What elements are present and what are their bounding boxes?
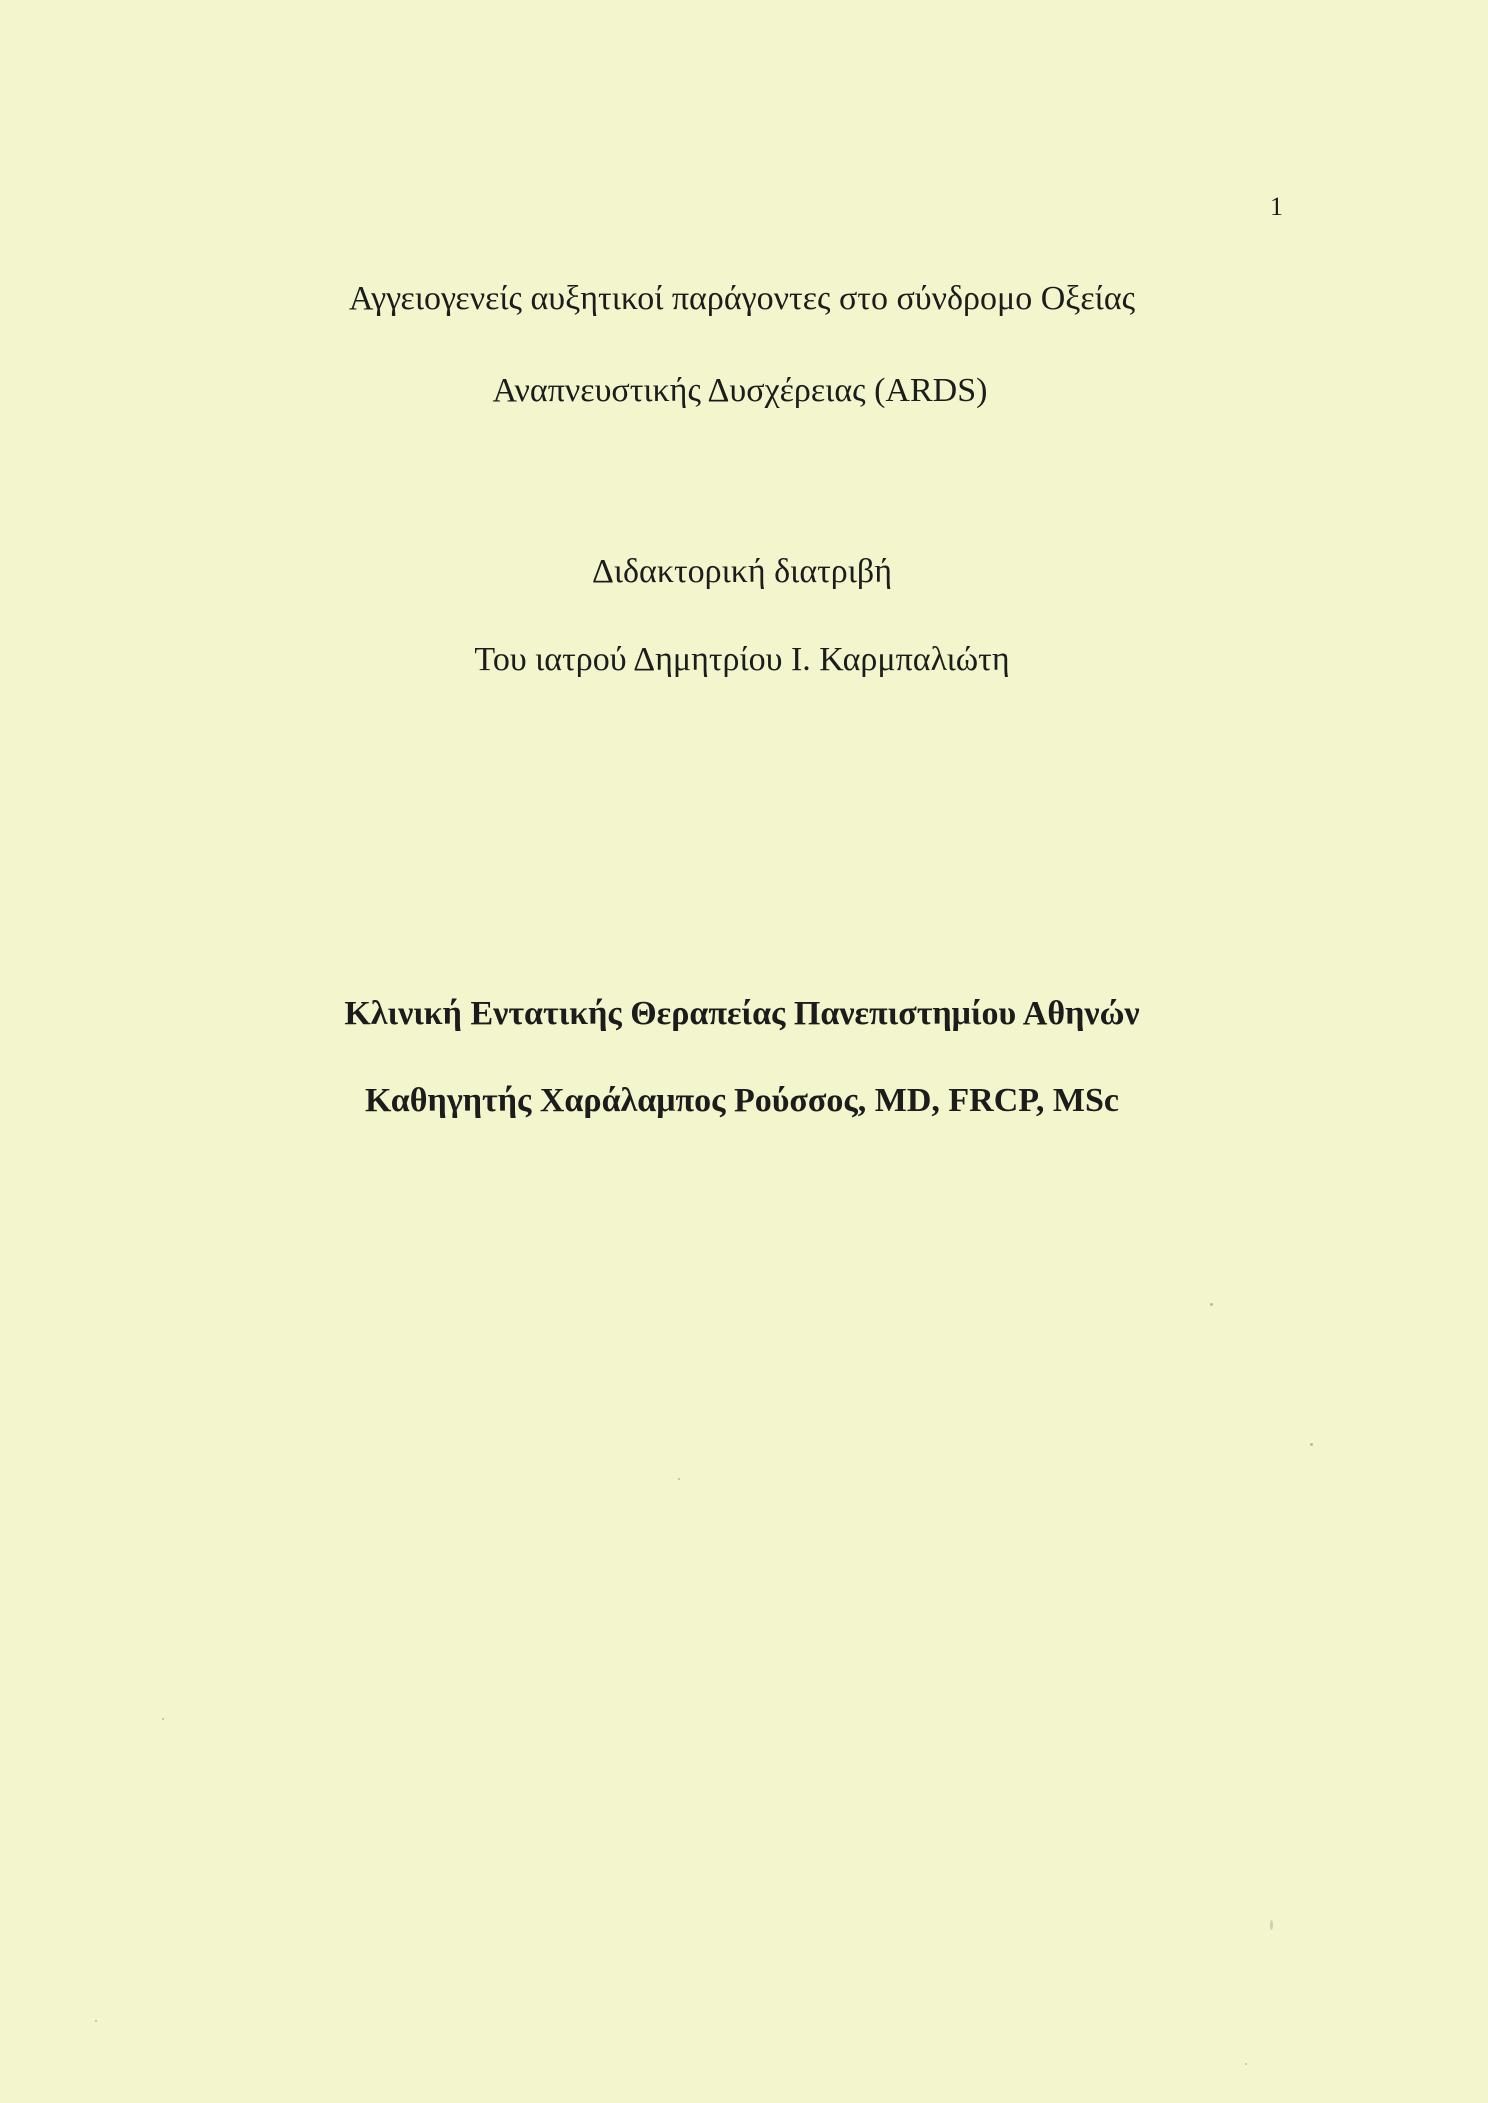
institution-line: Κλινική Εντατικής Θεραπείας Πανεπιστημίου Αθηνών (344, 995, 1140, 1032)
scan-speck (95, 2020, 97, 2022)
scan-speck (1210, 1303, 1213, 1306)
supervisor-line: Καθηγητής Χαράλαμπος Ρούσσος, MD, FRCP, MSc (365, 1082, 1119, 1119)
thesis-title-line-2: Αναπνευστικής Δυσχέρειας (ARDS) (492, 372, 988, 409)
page-number: 1 (1270, 192, 1283, 221)
author-line: Του ιατρού Δημητρίου Ι. Καρμπαλιώτη (474, 641, 1010, 678)
thesis-title-line-1: Αγγειογενείς αυξητικοί παράγοντες στο σύνδρομο Οξείας (348, 280, 1136, 317)
scan-speck (1245, 2063, 1247, 2065)
scan-speck (1310, 1443, 1313, 1446)
scan-speck (162, 1718, 164, 1720)
document-type: Διδακτορική διατριβή (591, 553, 892, 590)
scan-speck (1270, 1920, 1273, 1930)
scan-speck (678, 1478, 680, 1480)
